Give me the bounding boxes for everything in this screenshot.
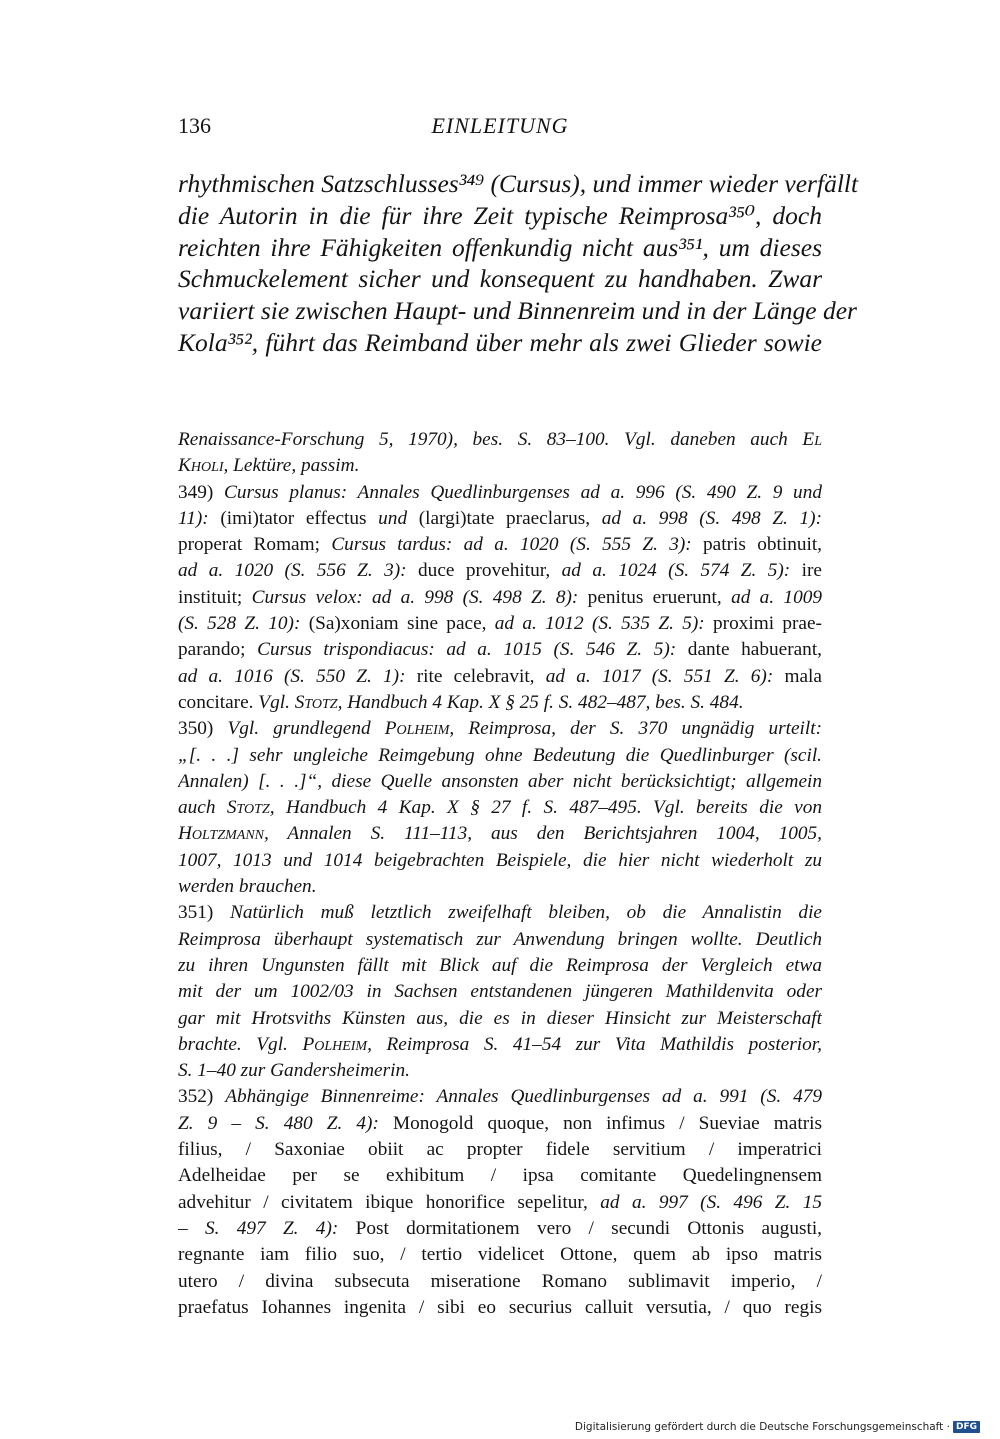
footnote-line — [178, 1006, 822, 1032]
footnote-text: 350) — [178, 718, 228, 740]
footnote-text: Annalen) [. . .]“, diese Quelle ansonsten aber nicht berücksichtigt; allgemein — [178, 770, 822, 792]
footnote-text: werden brauchen. — [178, 876, 317, 898]
footnote-text: 1007, 1013 und 1014 beigebrachten Beispiele, die hier nicht wiederholt zu — [178, 849, 822, 871]
author-name: Holtzmann — [178, 823, 265, 845]
footnote-line — [178, 480, 822, 506]
footnote-line — [178, 1242, 822, 1268]
footnote-line — [178, 1111, 822, 1137]
footnote-text: ad a. 1012 (S. 535 Z. 5): — [494, 613, 714, 635]
footnote-text: (largi)tate praeclarus, — [418, 507, 602, 529]
footnote-text: gar mit Hrotsviths Künsten aus, die es in dieser Hinsicht zur Meisterschaft — [178, 1007, 822, 1029]
footnote-text: (imi)tator effectus — [220, 507, 379, 529]
footnote-text: advehitur / civitatem ibique honorifice sepelitur, — [178, 1191, 601, 1213]
footnote-line — [178, 953, 822, 979]
footnote-text: (S. 528 Z. 10): — [178, 613, 309, 635]
footnote-text: Renaissance-Forschung 5, 1970), bes. S. 83–100. Vgl. daneben auch — [178, 429, 803, 450]
footnote-text: Vgl. — [258, 691, 295, 713]
footnote-text: Reimprosa überhaupt systematisch zur Anwendung bringen wollte. Deutlich — [178, 928, 822, 950]
footnote-text: Vgl. grundlegend — [227, 718, 385, 740]
footnote-text: , Lektüre, passim. — [223, 455, 360, 477]
footnote-text: (Sa)xoniam sine pace, — [308, 613, 495, 635]
footnote-text: properat Romam; — [178, 534, 332, 556]
footnote-text: regnante iam filio suo, / tertio videlicet Ottone, quem ab ipso matris — [178, 1244, 822, 1266]
footnote-text: penitus eruerunt, — [587, 586, 732, 608]
footnote-line — [178, 795, 822, 821]
footnote-text: , Reimprosa S. 41–54 zur Vita Mathildis posterior, — [367, 1033, 822, 1055]
footnote-line — [178, 427, 822, 453]
author-name: El — [802, 429, 822, 450]
footnote-text: , Handbuch 4 Kap. X § 25 f. S. 482–487, bes. S. 484. — [337, 691, 744, 713]
main-text-line: variiert sie zwischen Haupt- und Binnenreim und in der Länge der — [178, 296, 857, 326]
footnote-text: praefatus Iohannes ingenita / sibi eo securius calluit versutia, / quo regis — [178, 1296, 822, 1318]
footnote-line — [178, 821, 822, 847]
footnote-line — [178, 1032, 822, 1058]
footnote-text: ad a. 1024 (S. 574 Z. 5): — [561, 560, 802, 582]
footnote-line — [178, 848, 822, 874]
footnote-text: parando; — [178, 639, 258, 661]
author-name: Polheim — [384, 718, 450, 740]
footnote-line — [178, 453, 822, 479]
main-text-line: reichten ihre Fähigkeiten offenkundig nicht aus³⁵¹, um dieses — [178, 232, 822, 262]
footnote-text: ad a. 997 (S. 496 Z. 15 — [600, 1191, 822, 1213]
footnote-text: S. 1–40 zur Gandersheimerin. — [178, 1060, 410, 1082]
footnote-text: auch — [178, 797, 227, 819]
footnote-text: und — [378, 507, 419, 529]
running-head — [178, 113, 822, 145]
footnote-text: ire — [801, 560, 822, 582]
footnote-line — [178, 979, 822, 1005]
footnote-text: Post dormitationem vero / secundi Ottonis augusti, — [355, 1217, 822, 1239]
footnote-text: Abhängige Binnenreime: Annales Quedlinburgenses ad a. 991 (S. 479 — [225, 1086, 822, 1108]
page-number: 136 — [178, 113, 211, 138]
dfg-logo-icon: DFG — [953, 1421, 980, 1433]
footnotes — [178, 427, 822, 1321]
footnote-text: dante habuerant, — [687, 639, 822, 661]
author-name: Stotz — [226, 797, 270, 819]
footnote-text: zu ihren Ungunsten fällt mit Blick auf die Reimprosa der Vergleich etwa — [178, 954, 822, 976]
main-text — [178, 168, 859, 359]
author-name: Stotz — [294, 691, 338, 713]
main-text-line: rhythmischen Satzschlusses³⁴⁹ (Cursus), und immer wieder verfällt — [178, 169, 859, 198]
footnote-text: ad a. 1016 (S. 550 Z. 1): — [178, 665, 417, 687]
footnote-line — [178, 716, 822, 742]
footnote-line — [178, 1295, 822, 1321]
footnote-text: Natürlich muß letztlich zweifelhaft bleiben, ob die Annalistin die — [230, 902, 822, 924]
footnote-text: , Reimprosa, der S. 370 ungnädig urteilt: — [449, 718, 822, 740]
footnote-text: mit der um 1002/03 in Sachsen entstandenen jüngeren Mathildenvita oder — [178, 981, 822, 1003]
footnote-text: 11): — [178, 507, 221, 529]
footnote-line — [178, 1137, 822, 1163]
main-text-line: Kola³⁵², führt das Reimband über mehr als zwei Glieder sowie — [178, 327, 822, 357]
footnote-text: proximi prae- — [713, 613, 822, 635]
footnote-text: Cursus planus: Annales Quedlinburgenses ad a. 996 (S. 490 Z. 9 und — [224, 481, 822, 503]
main-text-line: Schmuckelement sicher und konsequent zu handhaben. Zwar — [178, 264, 822, 294]
footnote-text: Monogold quoque, non infimus / Sueviae matris — [393, 1112, 822, 1134]
footnote-text: „[. . .] sehr ungleiche Reimgebung ohne Bedeutung die Quedlinburger (scil. — [178, 744, 822, 766]
footnote-line — [178, 690, 822, 716]
footnote-line — [178, 1058, 822, 1084]
footnote-line — [178, 558, 822, 584]
footnote-text: 351) — [178, 902, 231, 924]
footnote-line — [178, 927, 822, 953]
footnote-text: filius, / Saxoniae obiit ac propter fidele servitium / imperatrici — [178, 1139, 822, 1161]
footnote-line — [178, 900, 822, 926]
footnote-text: ad a. 1017 (S. 551 Z. 6): — [545, 665, 785, 687]
footnote-line — [178, 769, 822, 795]
digitization-credit — [575, 1421, 980, 1435]
footnote-text: rite celebravit, — [416, 665, 546, 687]
footnote-text: utero / divina subsecuta miseratione Romano sublimavit imperio, / — [178, 1270, 822, 1292]
footnote-text: instituit; — [178, 586, 252, 608]
credit-text: Digitalisierung gefördert durch die Deutsche Forschungsgemeinschaft · — [574, 1421, 950, 1433]
footnote-text: 349) — [178, 481, 225, 503]
main-text-line: die Autorin in die für ihre Zeit typische Reimprosa³⁵⁰, doch — [178, 200, 822, 230]
footnote-text: mala — [784, 665, 822, 687]
footnote-line — [178, 585, 822, 611]
footnote-line — [178, 664, 822, 690]
footnote-text: ad a. 1009 — [731, 586, 822, 608]
footnote-line — [178, 1216, 822, 1242]
author-name: Kholi — [178, 455, 224, 477]
footnote-text: duce provehitur, — [418, 560, 562, 582]
footnote-text: , Handbuch 4 Kap. X § 27 f. S. 487–495. Vgl. bereits die von — [269, 797, 822, 819]
footnote-line — [178, 1190, 822, 1216]
footnote-text: Cursus trispondiacus: ad a. 1015 (S. 546 Z. 5): — [257, 639, 688, 661]
footnote-text: , Annalen S. 111–113, aus den Berichtsjahren 1004, 1005, — [264, 823, 822, 845]
author-name: Polheim — [302, 1033, 368, 1055]
footnote-text: Cursus tardus: ad a. 1020 (S. 555 Z. 3): — [331, 534, 704, 556]
running-title: EINLEITUNG — [431, 113, 569, 138]
footnote-text: 352) — [178, 1086, 226, 1108]
footnote-text: ad a. 998 (S. 498 Z. 1): — [601, 507, 822, 529]
footnote-text: patris obtinuit, — [703, 534, 822, 556]
footnote-line — [178, 1163, 822, 1189]
footnote-text: brachte. Vgl. — [178, 1033, 303, 1055]
footnote-line — [178, 611, 822, 637]
footnote-line — [178, 874, 822, 900]
footnote-line — [178, 532, 822, 558]
footnote-line — [178, 1084, 822, 1110]
footnote-text: ad a. 1020 (S. 556 Z. 3): — [178, 560, 419, 582]
footnote-line — [178, 637, 822, 663]
footnote-text: Z. 9 – S. 480 Z. 4): — [178, 1112, 393, 1134]
footnote-text: Cursus velox: ad a. 998 (S. 498 Z. 8): — [251, 586, 588, 608]
footnote-line — [178, 506, 822, 532]
footnote-text: Adelheidae per se exhibitum / ipsa comitante Quedelingnensem — [178, 1165, 822, 1187]
footnote-text: concitare. — [178, 691, 259, 713]
footnote-line — [178, 743, 822, 769]
footnote-line — [178, 1269, 822, 1295]
footnote-text: – S. 497 Z. 4): — [178, 1217, 356, 1239]
